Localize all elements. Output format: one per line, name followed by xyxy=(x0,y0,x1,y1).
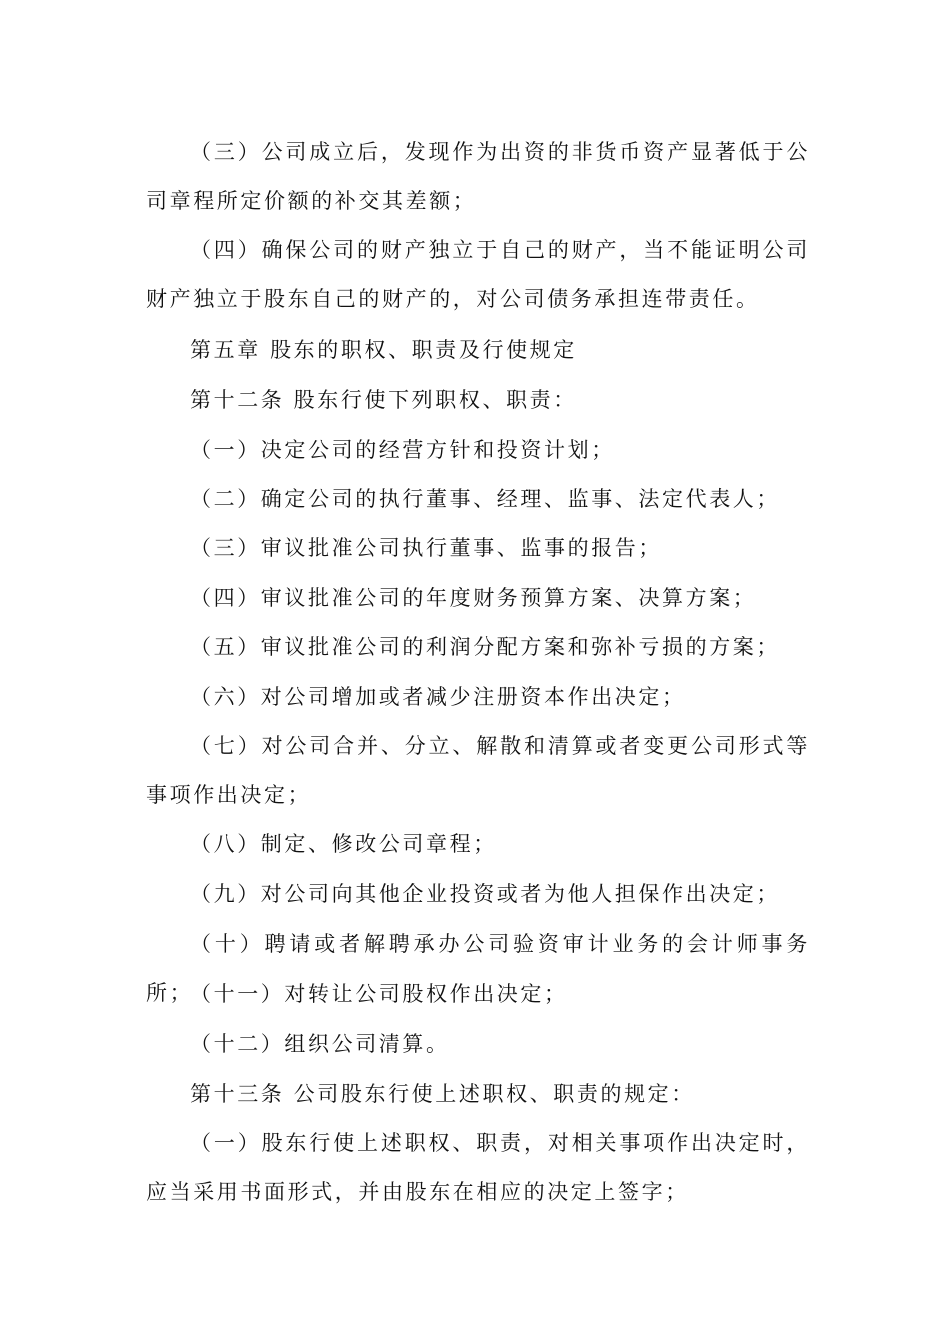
article-12-item-4: （四）审议批准公司的年度财务预算方案、决算方案； xyxy=(190,586,757,610)
article-12-item-6: （六）对公司增加或者减少注册资本作出决定； xyxy=(190,685,686,709)
article-12-item-9: （九）对公司向其他企业投资或者为他人担保作出决定； xyxy=(190,882,780,906)
chapter-5-heading: 第五章 股东的职权、职责及行使规定 xyxy=(190,338,577,362)
article-12-item-7: （七）对公司合并、分立、解散和清算或者变更公司形式等事项作出决定； xyxy=(146,734,810,807)
article-13-heading: 第十三条 公司股东行使上述职权、职责的规定： xyxy=(190,1082,695,1106)
article-12-item-8: （八）制定、修改公司章程； xyxy=(190,832,497,856)
paragraph-clause-3-noncash-assets: （三）公司成立后，发现作为出资的非货币资产显著低于公司章程所定价额的补交其差额； xyxy=(146,140,810,213)
article-12-item-12: （十二）组织公司清算。 xyxy=(190,1032,450,1056)
article-13-item-1: （一）股东行使上述职权、职责，对相关事项作出决定时，应当采用书面形式，并由股东在相应的决定上签字； xyxy=(146,1131,810,1204)
article-12-item-1: （一）决定公司的经营方针和投资计划； xyxy=(190,438,615,462)
article-12-item-2: （二）确定公司的执行董事、经理、监事、法定代表人； xyxy=(190,487,780,511)
article-12-heading: 第十二条 股东行使下列职权、职责： xyxy=(190,388,577,412)
paragraph-clause-4-property-independence: （四）确保公司的财产独立于自己的财产，当不能证明公司财产独立于股东自己的财产的，对公司债务承担连带责任。 xyxy=(146,238,810,311)
article-12-item-11: （十一）对转让公司股权作出决定； xyxy=(190,982,568,1006)
article-12-item-5: （五）审议批准公司的利润分配方案和弥补亏损的方案； xyxy=(190,635,780,659)
article-12-item-3: （三）审议批准公司执行董事、监事的报告； xyxy=(190,536,662,560)
article-12-item-10: （十）聘请或者解聘承办公司验资审计业务的会计师事务所； xyxy=(146,932,810,1005)
